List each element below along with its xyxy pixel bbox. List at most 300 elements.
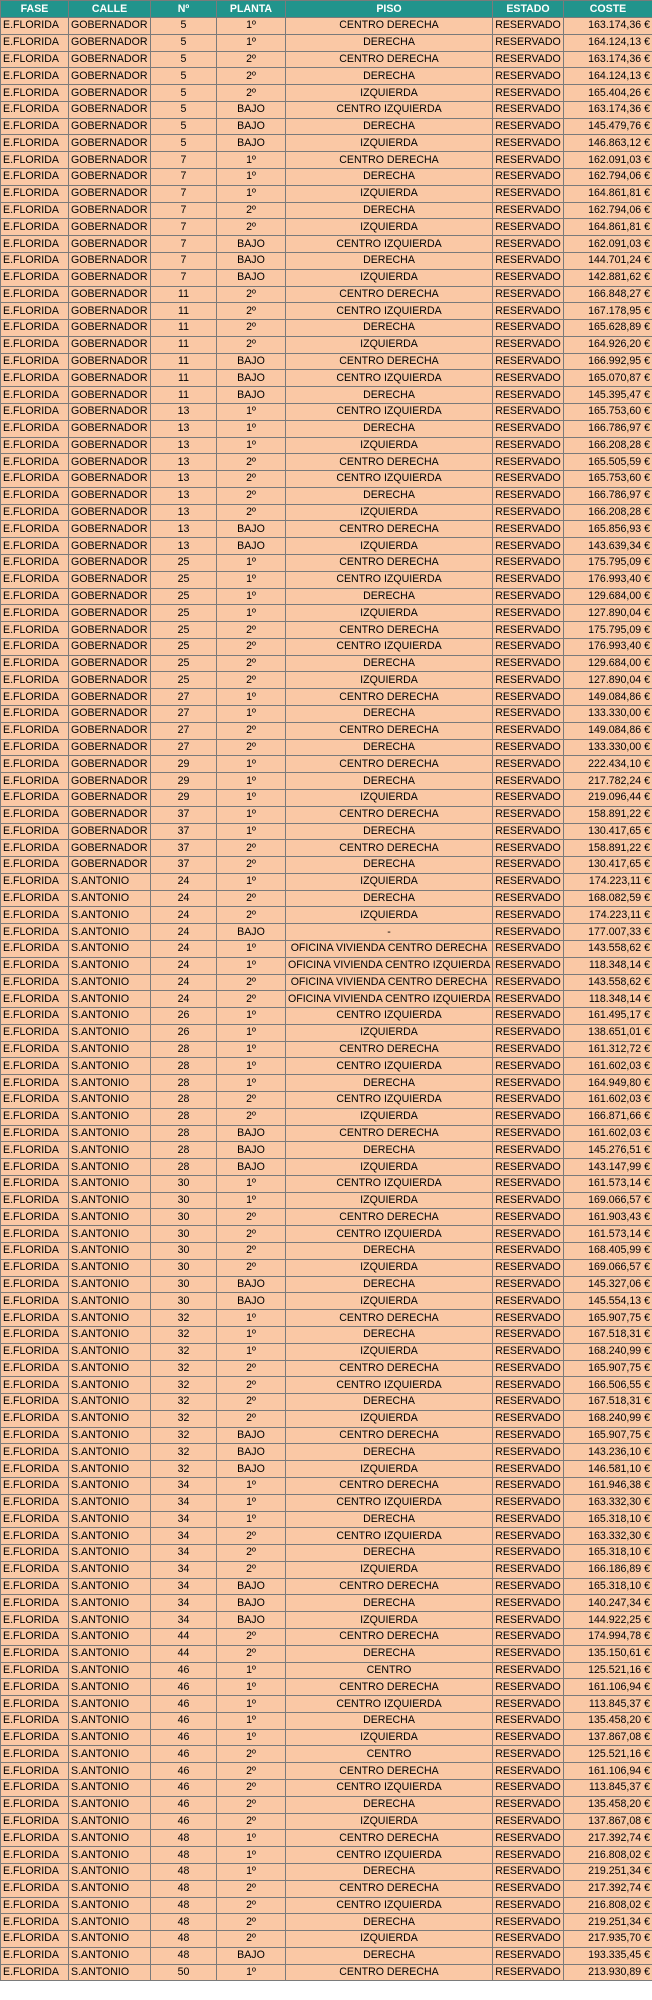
cell-numero[interactable]: 32 <box>151 1310 217 1327</box>
cell-calle[interactable]: GOBERNADOR <box>69 605 151 622</box>
cell-calle[interactable]: S.ANTONIO <box>69 924 151 941</box>
cell-piso[interactable]: IZQUIERDA <box>286 437 493 454</box>
cell-numero[interactable]: 25 <box>151 571 217 588</box>
table-row[interactable] <box>1 840 652 857</box>
cell-planta[interactable]: 2º <box>217 1545 286 1562</box>
cell-planta[interactable]: 1º <box>217 403 286 420</box>
cell-calle[interactable]: GOBERNADOR <box>69 152 151 169</box>
cell-piso[interactable]: DERECHA <box>286 118 493 135</box>
cell-planta[interactable]: 1º <box>217 169 286 186</box>
cell-piso[interactable]: IZQUIERDA <box>286 1343 493 1360</box>
cell-fase[interactable]: E.FLORIDA <box>1 353 69 370</box>
cell-planta[interactable]: 2º <box>217 857 286 874</box>
cell-planta[interactable]: 1º <box>217 555 286 572</box>
cell-piso[interactable]: CENTRO IZQUIERDA <box>286 1696 493 1713</box>
cell-fase[interactable]: E.FLORIDA <box>1 252 69 269</box>
cell-numero[interactable]: 26 <box>151 1024 217 1041</box>
cell-fase[interactable]: E.FLORIDA <box>1 1427 69 1444</box>
cell-coste[interactable]: 164.861,81 € <box>564 185 652 202</box>
table-row[interactable] <box>1 1394 652 1411</box>
cell-numero[interactable]: 11 <box>151 286 217 303</box>
cell-fase[interactable]: E.FLORIDA <box>1 1528 69 1545</box>
cell-coste[interactable]: 162.091,03 € <box>564 152 652 169</box>
cell-piso[interactable]: CENTRO DERECHA <box>286 152 493 169</box>
cell-fase[interactable]: E.FLORIDA <box>1 1561 69 1578</box>
cell-fase[interactable]: E.FLORIDA <box>1 18 69 35</box>
table-row[interactable] <box>1 1343 652 1360</box>
cell-calle[interactable]: GOBERNADOR <box>69 538 151 555</box>
cell-coste[interactable]: 161.495,17 € <box>564 1008 652 1025</box>
cell-fase[interactable]: E.FLORIDA <box>1 135 69 152</box>
cell-piso[interactable]: CENTRO IZQUIERDA <box>286 1058 493 1075</box>
cell-coste[interactable]: 219.096,44 € <box>564 789 652 806</box>
cell-calle[interactable]: GOBERNADOR <box>69 320 151 337</box>
cell-numero[interactable]: 46 <box>151 1746 217 1763</box>
cell-planta[interactable]: 2º <box>217 286 286 303</box>
cell-planta[interactable]: 1º <box>217 1058 286 1075</box>
cell-estado[interactable]: RESERVADO <box>493 521 564 538</box>
cell-coste[interactable]: 165.318,10 € <box>564 1511 652 1528</box>
cell-fase[interactable]: E.FLORIDA <box>1 890 69 907</box>
cell-fase[interactable]: E.FLORIDA <box>1 1394 69 1411</box>
cell-estado[interactable]: RESERVADO <box>493 1427 564 1444</box>
cell-numero[interactable]: 44 <box>151 1629 217 1646</box>
table-row[interactable] <box>1 1326 652 1343</box>
table-row[interactable] <box>1 1175 652 1192</box>
cell-piso[interactable]: OFICINA VIVIENDA CENTRO DERECHA <box>286 940 493 957</box>
cell-calle[interactable]: S.ANTONIO <box>69 1964 151 1981</box>
cell-piso[interactable]: CENTRO IZQUIERDA <box>286 1377 493 1394</box>
cell-numero[interactable]: 44 <box>151 1645 217 1662</box>
cell-planta[interactable]: 1º <box>217 1192 286 1209</box>
cell-calle[interactable]: S.ANTONIO <box>69 1377 151 1394</box>
cell-piso[interactable]: DERECHA <box>286 857 493 874</box>
cell-fase[interactable]: E.FLORIDA <box>1 1696 69 1713</box>
cell-numero[interactable]: 7 <box>151 236 217 253</box>
cell-coste[interactable]: 165.505,59 € <box>564 454 652 471</box>
cell-piso[interactable]: DERECHA <box>286 387 493 404</box>
cell-numero[interactable]: 11 <box>151 320 217 337</box>
header-estado[interactable]: ESTADO <box>493 1 564 18</box>
cell-planta[interactable]: 2º <box>217 487 286 504</box>
cell-piso[interactable]: CENTRO DERECHA <box>286 1880 493 1897</box>
cell-fase[interactable]: E.FLORIDA <box>1 1729 69 1746</box>
cell-calle[interactable]: S.ANTONIO <box>69 1780 151 1797</box>
cell-numero[interactable]: 28 <box>151 1159 217 1176</box>
cell-piso[interactable]: CENTRO DERECHA <box>286 286 493 303</box>
cell-fase[interactable]: E.FLORIDA <box>1 1125 69 1142</box>
table-row[interactable] <box>1 521 652 538</box>
table-row[interactable] <box>1 1075 652 1092</box>
cell-planta[interactable]: 2º <box>217 1629 286 1646</box>
cell-piso[interactable]: CENTRO IZQUIERDA <box>286 101 493 118</box>
table-row[interactable] <box>1 1880 652 1897</box>
cell-coste[interactable]: 161.602,03 € <box>564 1058 652 1075</box>
cell-fase[interactable]: E.FLORIDA <box>1 655 69 672</box>
cell-numero[interactable]: 11 <box>151 370 217 387</box>
cell-fase[interactable]: E.FLORIDA <box>1 1511 69 1528</box>
table-row[interactable] <box>1 269 652 286</box>
table-row[interactable] <box>1 1545 652 1562</box>
cell-numero[interactable]: 24 <box>151 907 217 924</box>
cell-numero[interactable]: 48 <box>151 1914 217 1931</box>
cell-planta[interactable]: 2º <box>217 974 286 991</box>
cell-fase[interactable]: E.FLORIDA <box>1 1142 69 1159</box>
cell-estado[interactable]: RESERVADO <box>493 1662 564 1679</box>
cell-planta[interactable]: BAJO <box>217 1595 286 1612</box>
table-row[interactable] <box>1 303 652 320</box>
cell-calle[interactable]: S.ANTONIO <box>69 1696 151 1713</box>
cell-numero[interactable]: 7 <box>151 185 217 202</box>
cell-coste[interactable]: 165.318,10 € <box>564 1545 652 1562</box>
cell-numero[interactable]: 13 <box>151 471 217 488</box>
cell-estado[interactable]: RESERVADO <box>493 739 564 756</box>
cell-coste[interactable]: 135.458,20 € <box>564 1796 652 1813</box>
table-row[interactable] <box>1 1847 652 1864</box>
cell-fase[interactable]: E.FLORIDA <box>1 269 69 286</box>
cell-fase[interactable]: E.FLORIDA <box>1 1326 69 1343</box>
header-fase[interactable]: FASE <box>1 1 69 18</box>
cell-calle[interactable]: GOBERNADOR <box>69 252 151 269</box>
cell-estado[interactable]: RESERVADO <box>493 185 564 202</box>
table-row[interactable] <box>1 252 652 269</box>
cell-calle[interactable]: S.ANTONIO <box>69 1763 151 1780</box>
header-piso[interactable]: PISO <box>286 1 493 18</box>
cell-numero[interactable]: 30 <box>151 1243 217 1260</box>
cell-piso[interactable]: CENTRO DERECHA <box>286 689 493 706</box>
cell-calle[interactable]: S.ANTONIO <box>69 1410 151 1427</box>
table-row[interactable] <box>1 773 652 790</box>
cell-estado[interactable]: RESERVADO <box>493 1696 564 1713</box>
cell-calle[interactable]: S.ANTONIO <box>69 1024 151 1041</box>
cell-fase[interactable]: E.FLORIDA <box>1 68 69 85</box>
table-row[interactable] <box>1 1377 652 1394</box>
cell-estado[interactable]: RESERVADO <box>493 1159 564 1176</box>
table-row[interactable] <box>1 1310 652 1327</box>
cell-numero[interactable]: 32 <box>151 1427 217 1444</box>
cell-estado[interactable]: RESERVADO <box>493 638 564 655</box>
cell-planta[interactable]: 2º <box>217 1796 286 1813</box>
cell-fase[interactable]: E.FLORIDA <box>1 118 69 135</box>
cell-planta[interactable]: 2º <box>217 1226 286 1243</box>
cell-coste[interactable]: 161.573,14 € <box>564 1175 652 1192</box>
cell-planta[interactable]: 1º <box>217 1477 286 1494</box>
cell-calle[interactable]: S.ANTONIO <box>69 1545 151 1562</box>
cell-fase[interactable]: E.FLORIDA <box>1 34 69 51</box>
cell-estado[interactable]: RESERVADO <box>493 1897 564 1914</box>
cell-piso[interactable]: CENTRO IZQUIERDA <box>286 403 493 420</box>
cell-calle[interactable]: GOBERNADOR <box>69 403 151 420</box>
cell-planta[interactable]: 2º <box>217 202 286 219</box>
cell-calle[interactable]: GOBERNADOR <box>69 487 151 504</box>
header-planta[interactable]: PLANTA <box>217 1 286 18</box>
cell-estado[interactable]: RESERVADO <box>493 1326 564 1343</box>
cell-coste[interactable]: 165.907,75 € <box>564 1360 652 1377</box>
cell-planta[interactable]: 1º <box>217 588 286 605</box>
cell-calle[interactable]: S.ANTONIO <box>69 991 151 1008</box>
cell-calle[interactable]: S.ANTONIO <box>69 890 151 907</box>
cell-estado[interactable]: RESERVADO <box>493 219 564 236</box>
cell-fase[interactable]: E.FLORIDA <box>1 185 69 202</box>
cell-planta[interactable]: 1º <box>217 756 286 773</box>
cell-numero[interactable]: 48 <box>151 1830 217 1847</box>
table-row[interactable] <box>1 18 652 35</box>
table-row[interactable] <box>1 756 652 773</box>
cell-piso[interactable]: CENTRO <box>286 1662 493 1679</box>
cell-piso[interactable]: DERECHA <box>286 68 493 85</box>
table-row[interactable] <box>1 454 652 471</box>
cell-calle[interactable]: GOBERNADOR <box>69 571 151 588</box>
table-row[interactable] <box>1 538 652 555</box>
table-row[interactable] <box>1 353 652 370</box>
cell-estado[interactable]: RESERVADO <box>493 1796 564 1813</box>
cell-estado[interactable]: RESERVADO <box>493 873 564 890</box>
cell-piso[interactable]: IZQUIERDA <box>286 873 493 890</box>
cell-piso[interactable]: CENTRO DERECHA <box>286 722 493 739</box>
cell-numero[interactable]: 37 <box>151 806 217 823</box>
cell-numero[interactable]: 32 <box>151 1410 217 1427</box>
table-row[interactable] <box>1 722 652 739</box>
cell-coste[interactable]: 176.993,40 € <box>564 571 652 588</box>
cell-estado[interactable]: RESERVADO <box>493 34 564 51</box>
table-row[interactable] <box>1 1226 652 1243</box>
cell-estado[interactable]: RESERVADO <box>493 1293 564 1310</box>
cell-planta[interactable]: BAJO <box>217 1578 286 1595</box>
cell-planta[interactable]: BAJO <box>217 353 286 370</box>
table-row[interactable] <box>1 739 652 756</box>
cell-numero[interactable]: 5 <box>151 101 217 118</box>
cell-calle[interactable]: S.ANTONIO <box>69 1108 151 1125</box>
cell-coste[interactable]: 213.930,89 € <box>564 1964 652 1981</box>
cell-fase[interactable]: E.FLORIDA <box>1 1075 69 1092</box>
cell-calle[interactable]: GOBERNADOR <box>69 773 151 790</box>
cell-piso[interactable]: DERECHA <box>286 320 493 337</box>
table-row[interactable] <box>1 638 652 655</box>
cell-numero[interactable]: 30 <box>151 1175 217 1192</box>
cell-calle[interactable]: GOBERNADOR <box>69 706 151 723</box>
cell-coste[interactable]: 219.251,34 € <box>564 1914 652 1931</box>
cell-numero[interactable]: 34 <box>151 1578 217 1595</box>
cell-fase[interactable]: E.FLORIDA <box>1 1612 69 1629</box>
cell-coste[interactable]: 130.417,65 € <box>564 857 652 874</box>
table-row[interactable] <box>1 437 652 454</box>
cell-planta[interactable]: BAJO <box>217 1427 286 1444</box>
cell-numero[interactable]: 13 <box>151 538 217 555</box>
cell-piso[interactable]: CENTRO DERECHA <box>286 1679 493 1696</box>
cell-calle[interactable]: GOBERNADOR <box>69 672 151 689</box>
cell-coste[interactable]: 143.639,34 € <box>564 538 652 555</box>
cell-estado[interactable]: RESERVADO <box>493 336 564 353</box>
cell-estado[interactable]: RESERVADO <box>493 588 564 605</box>
table-row[interactable] <box>1 1662 652 1679</box>
cell-coste[interactable]: 165.753,60 € <box>564 403 652 420</box>
cell-calle[interactable]: S.ANTONIO <box>69 1595 151 1612</box>
table-row[interactable] <box>1 1528 652 1545</box>
cell-numero[interactable]: 13 <box>151 437 217 454</box>
cell-calle[interactable]: S.ANTONIO <box>69 1276 151 1293</box>
cell-calle[interactable]: S.ANTONIO <box>69 1712 151 1729</box>
cell-planta[interactable]: 2º <box>217 1209 286 1226</box>
cell-estado[interactable]: RESERVADO <box>493 1813 564 1830</box>
cell-calle[interactable]: S.ANTONIO <box>69 1075 151 1092</box>
cell-coste[interactable]: 164.861,81 € <box>564 219 652 236</box>
table-row[interactable] <box>1 1679 652 1696</box>
cell-piso[interactable]: CENTRO IZQUIERDA <box>286 1847 493 1864</box>
cell-coste[interactable]: 216.808,02 € <box>564 1897 652 1914</box>
cell-calle[interactable]: S.ANTONIO <box>69 1293 151 1310</box>
cell-estado[interactable]: RESERVADO <box>493 1259 564 1276</box>
cell-fase[interactable]: E.FLORIDA <box>1 957 69 974</box>
cell-planta[interactable]: BAJO <box>217 252 286 269</box>
cell-estado[interactable]: RESERVADO <box>493 756 564 773</box>
cell-calle[interactable]: S.ANTONIO <box>69 1142 151 1159</box>
cell-planta[interactable]: 1º <box>217 823 286 840</box>
cell-fase[interactable]: E.FLORIDA <box>1 1545 69 1562</box>
table-row[interactable] <box>1 1293 652 1310</box>
cell-coste[interactable]: 163.174,36 € <box>564 101 652 118</box>
cell-fase[interactable]: E.FLORIDA <box>1 1964 69 1981</box>
cell-estado[interactable]: RESERVADO <box>493 806 564 823</box>
cell-planta[interactable]: 1º <box>217 1494 286 1511</box>
cell-planta[interactable]: BAJO <box>217 1947 286 1964</box>
cell-fase[interactable]: E.FLORIDA <box>1 51 69 68</box>
table-row[interactable] <box>1 1796 652 1813</box>
table-row[interactable] <box>1 1008 652 1025</box>
cell-planta[interactable]: 2º <box>217 1780 286 1797</box>
cell-estado[interactable]: RESERVADO <box>493 118 564 135</box>
cell-estado[interactable]: RESERVADO <box>493 1914 564 1931</box>
cell-numero[interactable]: 34 <box>151 1595 217 1612</box>
cell-planta[interactable]: 1º <box>217 1662 286 1679</box>
table-row[interactable] <box>1 85 652 102</box>
cell-piso[interactable]: CENTRO IZQUIERDA <box>286 1528 493 1545</box>
cell-planta[interactable]: 1º <box>217 806 286 823</box>
cell-calle[interactable]: GOBERNADOR <box>69 756 151 773</box>
table-row[interactable] <box>1 1897 652 1914</box>
cell-numero[interactable]: 5 <box>151 135 217 152</box>
cell-calle[interactable]: S.ANTONIO <box>69 1914 151 1931</box>
cell-piso[interactable]: DERECHA <box>286 252 493 269</box>
cell-numero[interactable]: 29 <box>151 773 217 790</box>
cell-numero[interactable]: 32 <box>151 1343 217 1360</box>
cell-estado[interactable]: RESERVADO <box>493 1880 564 1897</box>
table-row[interactable] <box>1 991 652 1008</box>
cell-piso[interactable]: IZQUIERDA <box>286 1931 493 1948</box>
cell-estado[interactable]: RESERVADO <box>493 1058 564 1075</box>
table-row[interactable] <box>1 907 652 924</box>
cell-numero[interactable]: 11 <box>151 303 217 320</box>
cell-piso[interactable]: IZQUIERDA <box>286 1192 493 1209</box>
table-row[interactable] <box>1 605 652 622</box>
cell-planta[interactable]: 2º <box>217 1410 286 1427</box>
cell-fase[interactable]: E.FLORIDA <box>1 1024 69 1041</box>
cell-piso[interactable]: DERECHA <box>286 1645 493 1662</box>
cell-calle[interactable]: S.ANTONIO <box>69 1477 151 1494</box>
cell-coste[interactable]: 165.404,26 € <box>564 85 652 102</box>
header-calle[interactable]: CALLE <box>69 1 151 18</box>
cell-planta[interactable]: 2º <box>217 739 286 756</box>
cell-numero[interactable]: 50 <box>151 1964 217 1981</box>
table-row[interactable] <box>1 1125 652 1142</box>
cell-numero[interactable]: 24 <box>151 940 217 957</box>
cell-calle[interactable]: S.ANTONIO <box>69 1645 151 1662</box>
cell-numero[interactable]: 37 <box>151 823 217 840</box>
cell-planta[interactable]: 2º <box>217 638 286 655</box>
cell-estado[interactable]: RESERVADO <box>493 957 564 974</box>
cell-planta[interactable]: 1º <box>217 1696 286 1713</box>
cell-fase[interactable]: E.FLORIDA <box>1 823 69 840</box>
table-row[interactable] <box>1 236 652 253</box>
cell-planta[interactable]: BAJO <box>217 135 286 152</box>
table-row[interactable] <box>1 169 652 186</box>
cell-calle[interactable]: GOBERNADOR <box>69 336 151 353</box>
cell-fase[interactable]: E.FLORIDA <box>1 1813 69 1830</box>
cell-numero[interactable]: 32 <box>151 1444 217 1461</box>
cell-planta[interactable]: 2º <box>217 622 286 639</box>
cell-piso[interactable]: CENTRO DERECHA <box>286 1477 493 1494</box>
cell-coste[interactable]: 169.066,57 € <box>564 1192 652 1209</box>
cell-numero[interactable]: 46 <box>151 1780 217 1797</box>
cell-piso[interactable]: CENTRO DERECHA <box>286 555 493 572</box>
cell-calle[interactable]: S.ANTONIO <box>69 1931 151 1948</box>
cell-fase[interactable]: E.FLORIDA <box>1 1159 69 1176</box>
cell-fase[interactable]: E.FLORIDA <box>1 1377 69 1394</box>
cell-planta[interactable]: 2º <box>217 1360 286 1377</box>
cell-calle[interactable]: GOBERNADOR <box>69 823 151 840</box>
cell-piso[interactable]: DERECHA <box>286 34 493 51</box>
cell-planta[interactable]: 1º <box>217 34 286 51</box>
cell-numero[interactable]: 34 <box>151 1477 217 1494</box>
cell-estado[interactable]: RESERVADO <box>493 840 564 857</box>
cell-coste[interactable]: 129.684,00 € <box>564 655 652 672</box>
cell-piso[interactable]: DERECHA <box>286 1712 493 1729</box>
cell-fase[interactable]: E.FLORIDA <box>1 1310 69 1327</box>
cell-calle[interactable]: GOBERNADOR <box>69 840 151 857</box>
cell-estado[interactable]: RESERVADO <box>493 924 564 941</box>
cell-numero[interactable]: 30 <box>151 1276 217 1293</box>
cell-fase[interactable]: E.FLORIDA <box>1 320 69 337</box>
cell-coste[interactable]: 146.581,10 € <box>564 1461 652 1478</box>
cell-numero[interactable]: 34 <box>151 1511 217 1528</box>
cell-piso[interactable]: CENTRO IZQUIERDA <box>286 1092 493 1109</box>
cell-piso[interactable]: IZQUIERDA <box>286 1108 493 1125</box>
cell-coste[interactable]: 174.223,11 € <box>564 873 652 890</box>
cell-fase[interactable]: E.FLORIDA <box>1 840 69 857</box>
cell-fase[interactable]: E.FLORIDA <box>1 1712 69 1729</box>
cell-numero[interactable]: 29 <box>151 789 217 806</box>
cell-piso[interactable]: IZQUIERDA <box>286 336 493 353</box>
cell-estado[interactable]: RESERVADO <box>493 286 564 303</box>
cell-fase[interactable]: E.FLORIDA <box>1 706 69 723</box>
table-row[interactable] <box>1 1259 652 1276</box>
cell-piso[interactable]: CENTRO IZQUIERDA <box>286 1175 493 1192</box>
cell-coste[interactable]: 118.348,14 € <box>564 991 652 1008</box>
cell-calle[interactable]: S.ANTONIO <box>69 1947 151 1964</box>
cell-calle[interactable]: S.ANTONIO <box>69 1360 151 1377</box>
cell-calle[interactable]: S.ANTONIO <box>69 1796 151 1813</box>
cell-coste[interactable]: 168.405,99 € <box>564 1243 652 1260</box>
cell-coste[interactable]: 174.223,11 € <box>564 907 652 924</box>
cell-estado[interactable]: RESERVADO <box>493 823 564 840</box>
cell-coste[interactable]: 158.891,22 € <box>564 840 652 857</box>
cell-piso[interactable]: CENTRO IZQUIERDA <box>286 1008 493 1025</box>
cell-fase[interactable]: E.FLORIDA <box>1 437 69 454</box>
cell-estado[interactable]: RESERVADO <box>493 387 564 404</box>
cell-piso[interactable]: IZQUIERDA <box>286 219 493 236</box>
cell-calle[interactable]: GOBERNADOR <box>69 51 151 68</box>
cell-planta[interactable]: 1º <box>217 873 286 890</box>
cell-numero[interactable]: 28 <box>151 1058 217 1075</box>
